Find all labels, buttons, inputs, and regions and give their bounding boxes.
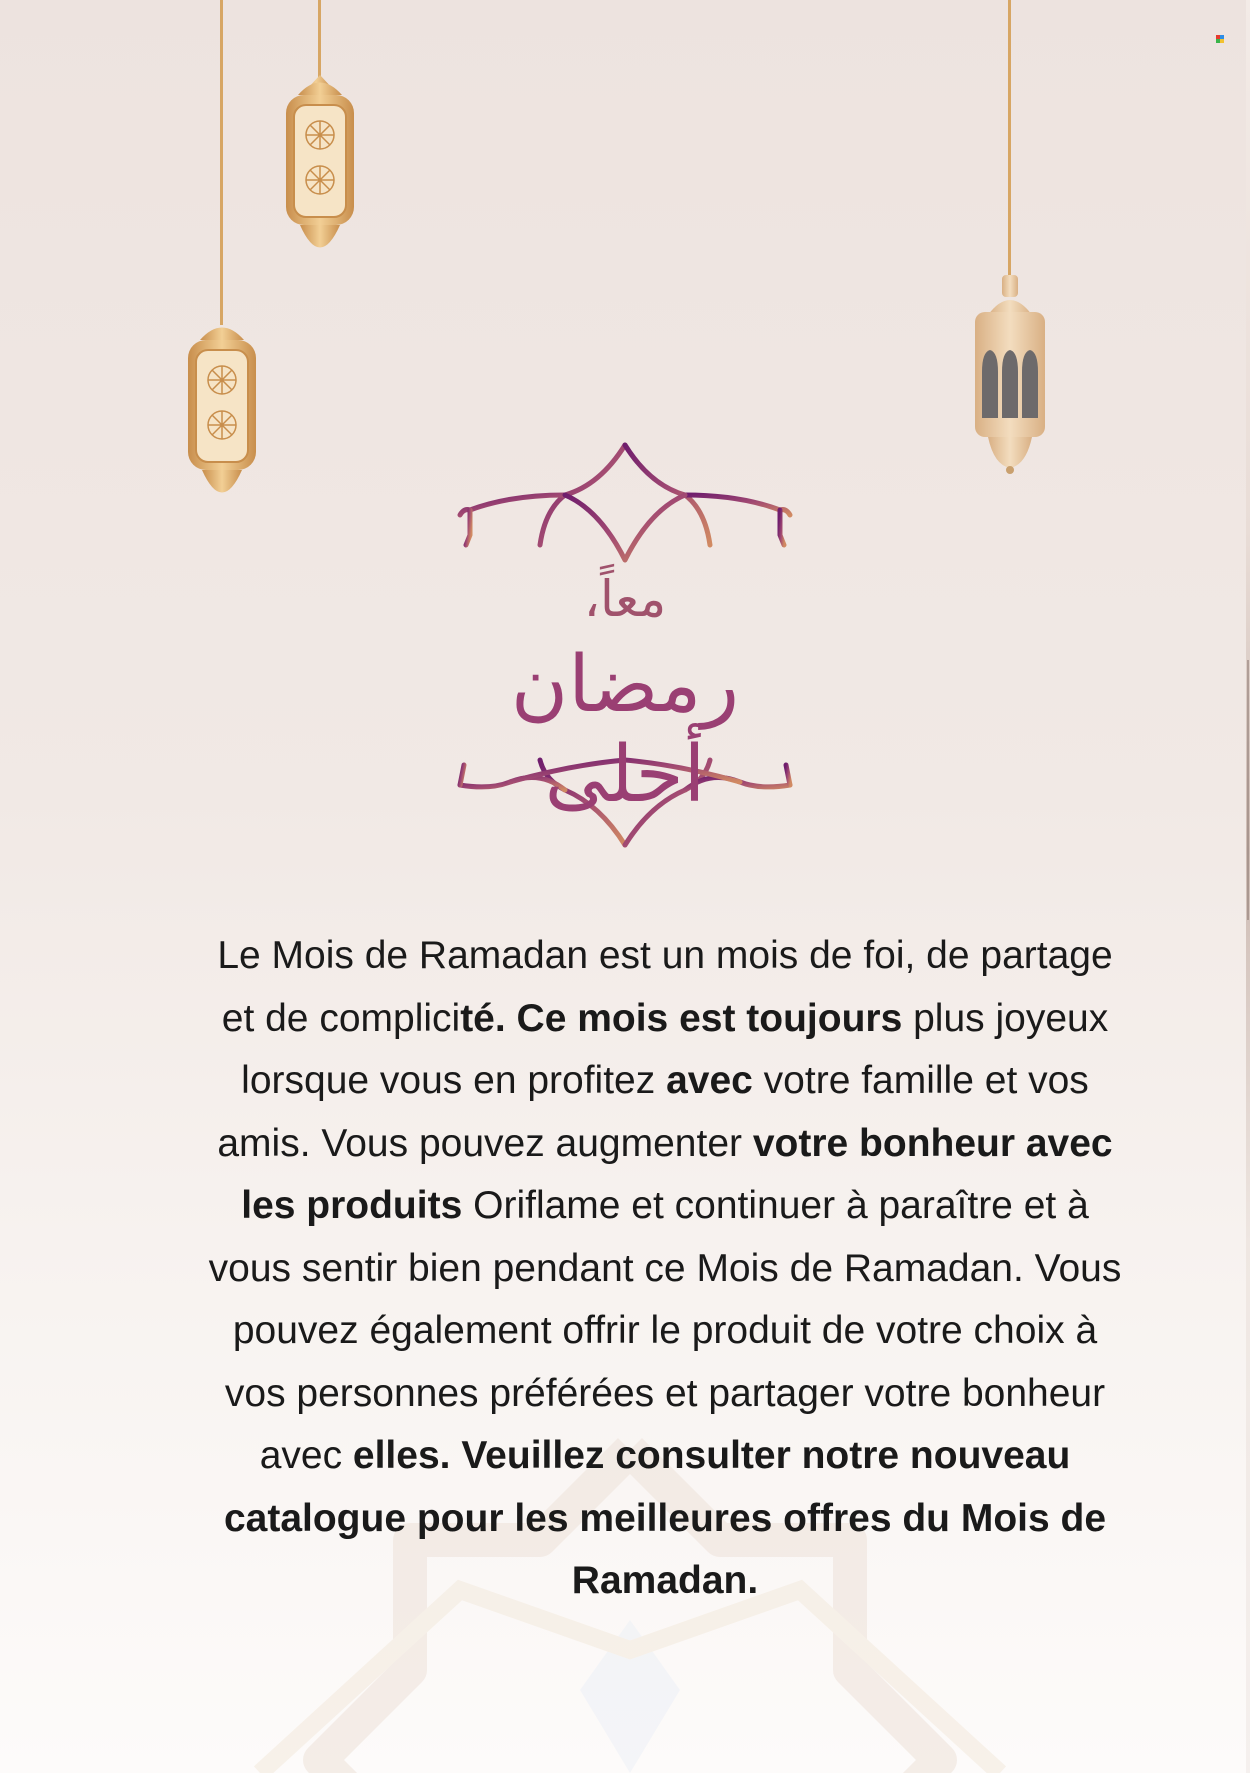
text-segment: Le Mois de Ramadan est un mois de foi, de partage et de complici <box>217 934 1113 1040</box>
text-segment: Oriflame et continuer à paraître et à vous sentir bien pendant ce Mois de Ramadan. Vous pouvez également offrir le produit de votre choix à vos personnes préférées et partager votre bonheur avec <box>208 1184 1122 1477</box>
page-edge-line <box>1247 660 1249 920</box>
emblem-arabic-line-1: معاً، <box>583 570 667 628</box>
lantern-icon <box>172 0 272 515</box>
emblem-arabic-line-2: رمضان أحلى <box>510 640 740 820</box>
text-segment: plus joyeux lorsque vous en profitez <box>241 996 1109 1102</box>
intro-paragraph <box>200 925 1130 1613</box>
lantern-icon <box>270 0 370 270</box>
text-segment-bold: avec <box>666 1059 753 1102</box>
text-segment-bold: té. Ce mois est toujours <box>460 996 903 1040</box>
text-segment-bold: votre bonheur avec les produits <box>241 1121 1113 1227</box>
text-segment-bold: elles. Veuillez consulter notre nouveau catalogue pour les meilleures offres du Mois de Ramadan. <box>223 1434 1107 1602</box>
text-segment: votre famille et vos amis. Vous pouvez augmenter <box>217 1059 1089 1165</box>
color-mark-icon <box>1216 35 1224 43</box>
lantern-icon <box>960 0 1060 480</box>
ramadan-emblem <box>450 440 800 850</box>
